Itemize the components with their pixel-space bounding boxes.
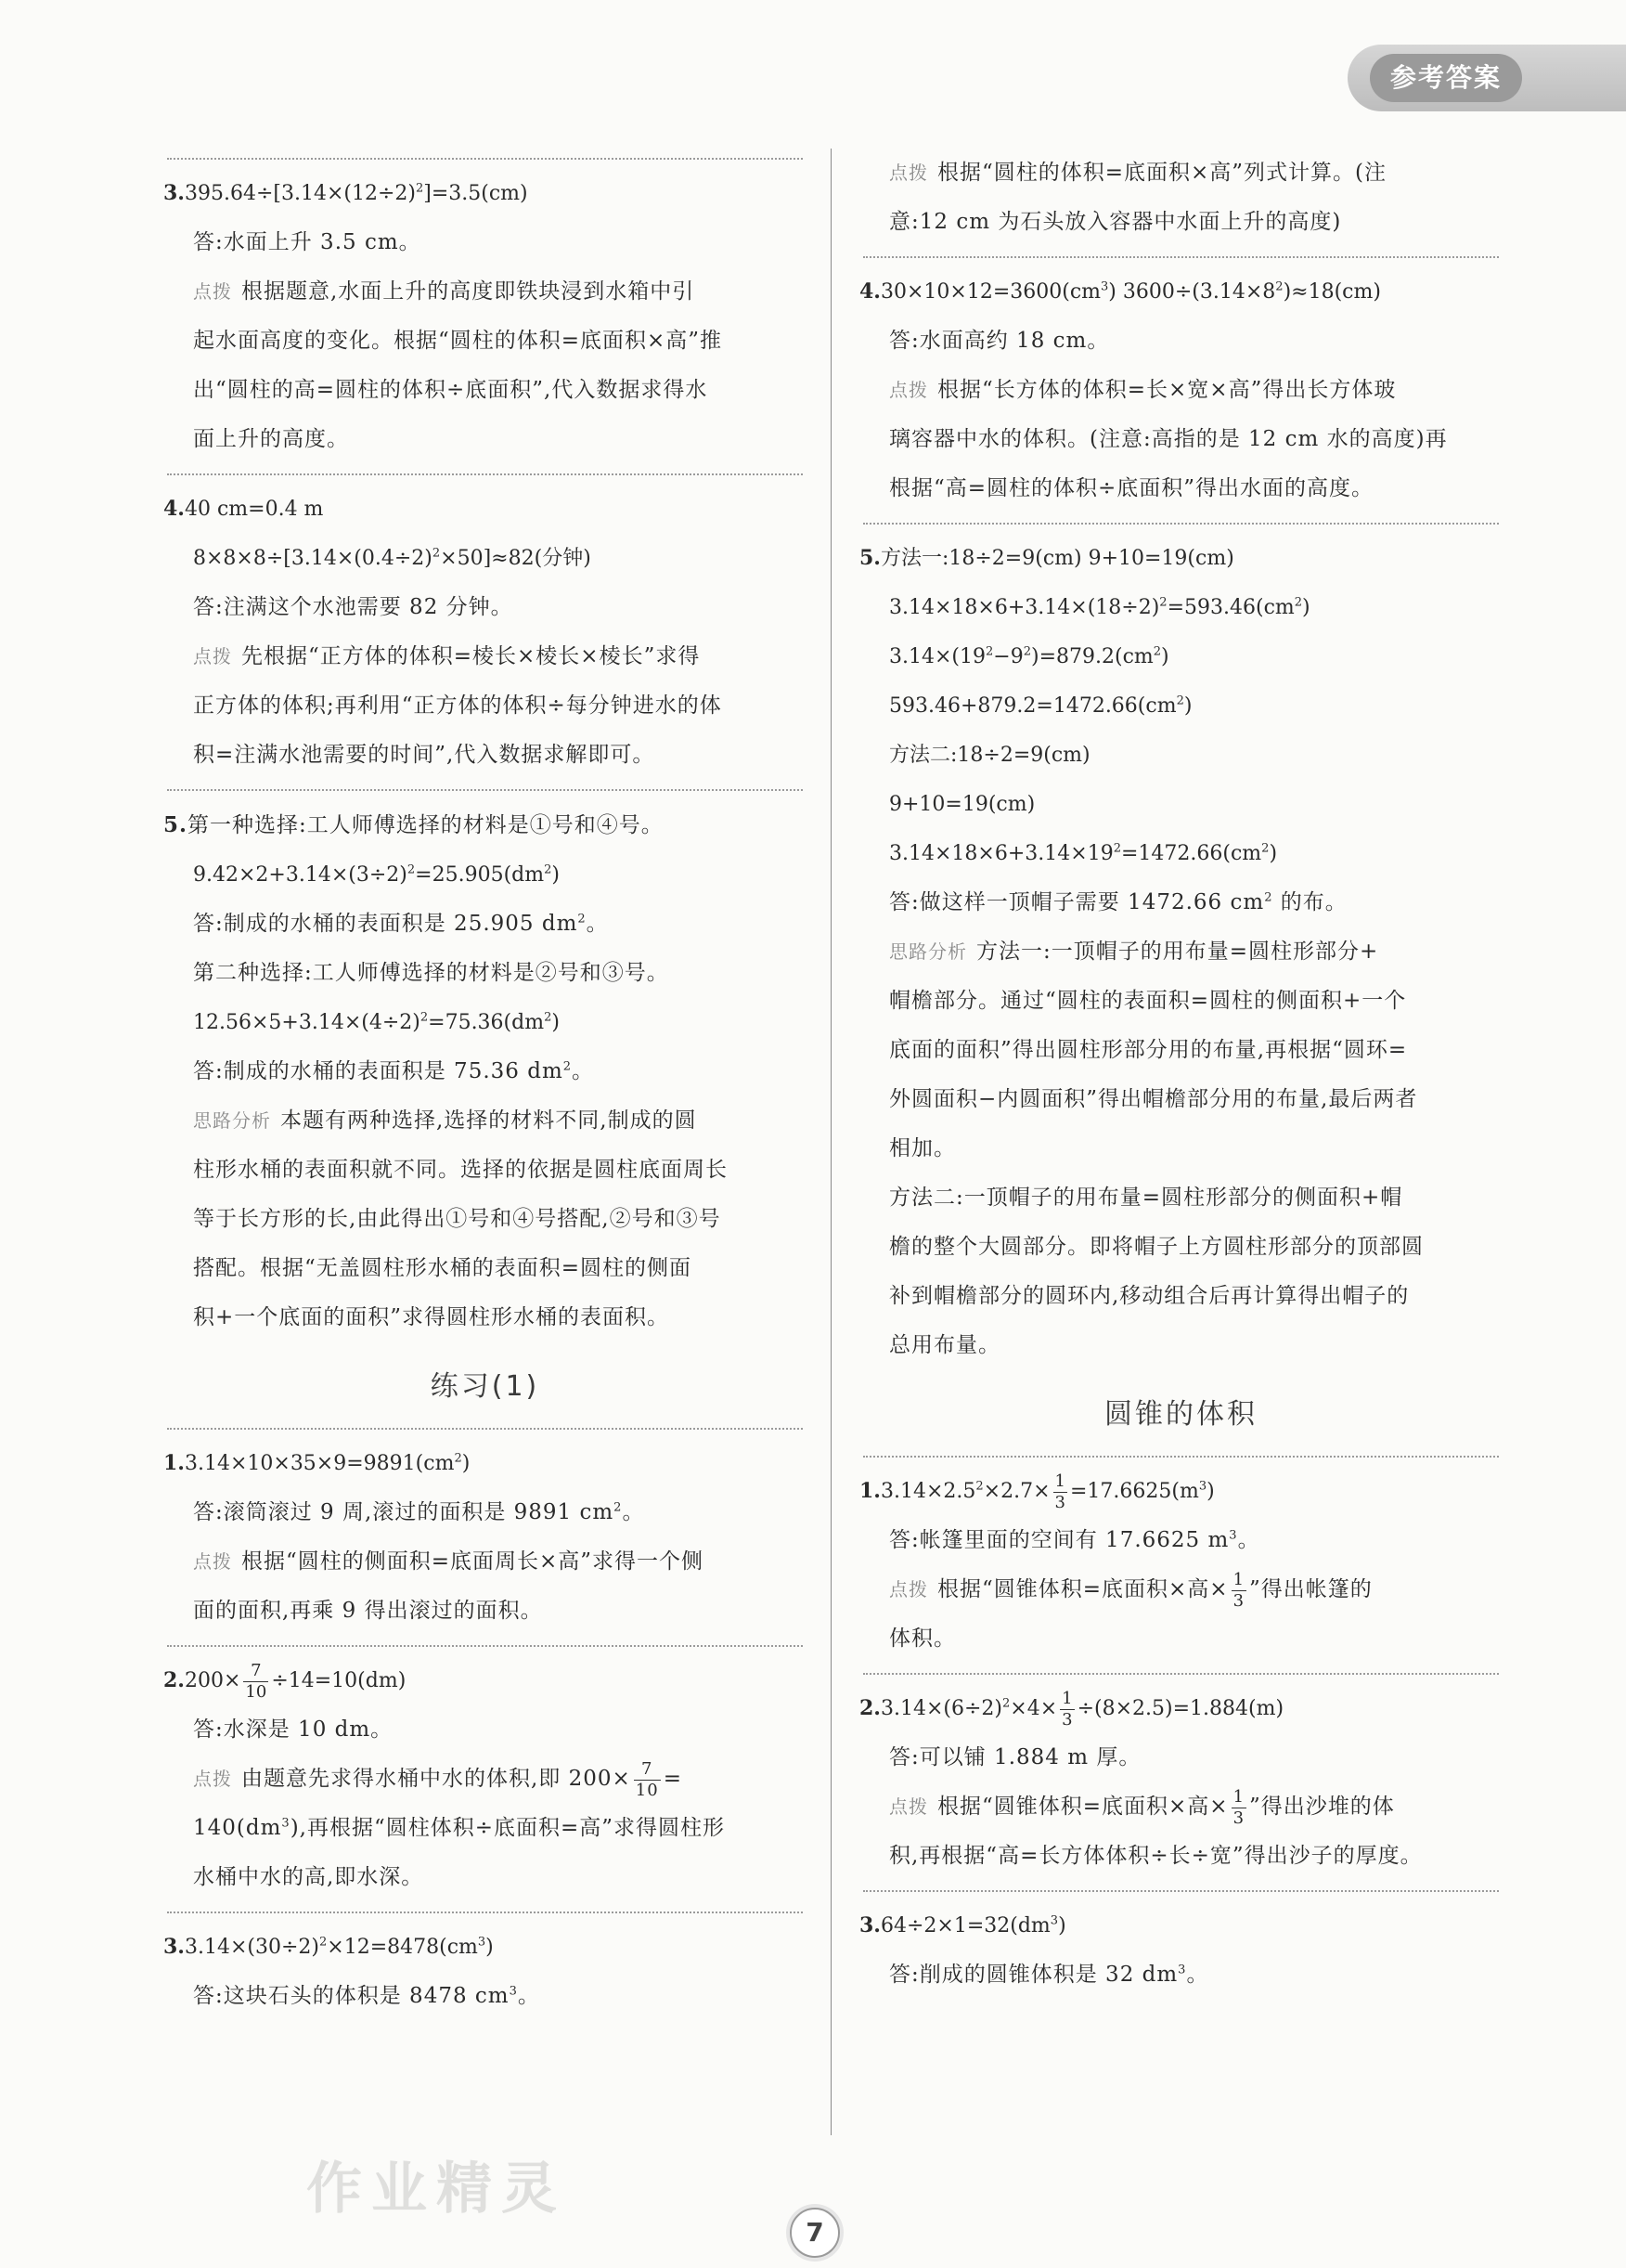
- hint-tag: 点拨: [889, 162, 928, 184]
- calc: ×50]≈82(分钟): [440, 547, 591, 570]
- sup: 3: [1198, 1479, 1207, 1494]
- sup: 2: [415, 181, 424, 196]
- item-number: 3.: [163, 181, 185, 205]
- answer: 答:水面上升 3.5 cm。: [193, 230, 421, 254]
- hint-line: 根据题意,水面上升的高度即铁块浸到水箱中引: [241, 279, 695, 304]
- answer: 答:制成的水桶的表面积是 25.905 dm: [193, 912, 578, 936]
- answer: 。: [1186, 1963, 1209, 1987]
- calc: 64÷2×1=32(dm: [880, 1914, 1051, 1938]
- separator: [167, 1912, 803, 1913]
- numerator: 1: [1062, 1688, 1073, 1708]
- hint-line: 根据“圆柱的侧面积=底面周长×高”求得一个侧: [241, 1549, 704, 1574]
- calc: 12.56×5+3.14×(4÷2): [193, 1011, 420, 1034]
- hint-line: 正方体的体积;再利用“正方体的体积÷每分钟进水的体: [193, 693, 722, 718]
- hint-line: 面上升的高度。: [193, 427, 349, 451]
- fraction: [1232, 1787, 1246, 1829]
- calc: ×4×: [1010, 1697, 1058, 1720]
- calc: ×12=8478(cm: [327, 1936, 478, 1959]
- fraction: [243, 1661, 268, 1703]
- fraction: [1232, 1570, 1246, 1612]
- separator: [863, 1890, 1499, 1892]
- calc: ): [461, 1452, 471, 1475]
- hint-tag: 点拨: [193, 1550, 232, 1573]
- answer: 答:削成的圆锥体积是 32 dm: [889, 1963, 1179, 1987]
- calc: =75.36(dm: [428, 1011, 545, 1034]
- calc: ÷(8×2.5)=1.884(m): [1077, 1697, 1284, 1720]
- calc: =593.46(cm: [1167, 596, 1295, 619]
- answer: 。: [1237, 1528, 1260, 1552]
- sup: 2: [432, 546, 441, 561]
- calc: 3.14×(30÷2): [184, 1936, 319, 1959]
- calc: 3.14×(19: [889, 645, 986, 668]
- hint-line: 积+一个底面的面积”求得圆柱形水桶的表面积。: [193, 1305, 670, 1329]
- answer: 。: [586, 912, 609, 936]
- hint-line: ),再根据“圆柱体积÷底面积=高”求得圆柱形: [290, 1816, 726, 1840]
- denominator: 10: [635, 1780, 659, 1800]
- hint-line: 140(dm: [193, 1816, 282, 1840]
- item-number: 1.: [163, 1451, 185, 1475]
- calc: 8×8×8÷[3.14×(0.4÷2): [193, 547, 432, 570]
- item-number: 1.: [859, 1479, 881, 1503]
- calc: 200×: [184, 1669, 241, 1692]
- hint-tag: 点拨: [889, 1578, 928, 1601]
- sup: 2: [577, 912, 587, 927]
- calc: 方法一:18÷2=9(cm) 9+10=19(cm): [880, 547, 1234, 570]
- calc: 3.14×18×6+3.14×(18÷2): [889, 596, 1160, 619]
- item-number: 4.: [859, 279, 881, 304]
- header-tab: [1348, 45, 1626, 111]
- cone-item-2: [859, 1684, 1499, 1881]
- calc: ÷14=10(dm): [271, 1669, 406, 1692]
- denominator: 3: [1232, 1590, 1245, 1611]
- item-number: 3.: [859, 1913, 881, 1938]
- hint-line: 等于长方形的长,由此得出①号和④号搭配,②号和③号: [193, 1207, 721, 1231]
- calc: 9.42×2+3.14×(3÷2): [193, 863, 407, 887]
- denominator: 3: [1232, 1808, 1245, 1828]
- hint-line: 体积。: [889, 1626, 956, 1651]
- hint-line: 积=注满水池需要的时间”,代入数据求解即可。: [193, 743, 655, 767]
- answer: 答:做这样一顶帽子需要 1472.66 cm: [889, 890, 1265, 914]
- hint-line: 先根据“正方体的体积=棱长×棱长×棱长”求得: [241, 644, 701, 668]
- calc: =1472.66(cm: [1120, 842, 1262, 865]
- hint-line: 由题意先求得水桶中水的体积,即 200×: [241, 1767, 631, 1791]
- sup: 2: [1159, 595, 1168, 610]
- sup: 3: [477, 1935, 486, 1950]
- page-number: 7: [790, 2208, 840, 2258]
- calc: ): [1058, 1914, 1066, 1938]
- calc: )≈18(cm): [1283, 280, 1381, 304]
- calc: ) 3600÷(3.14×8: [1108, 280, 1276, 304]
- cone-item-3: [859, 1901, 1499, 2000]
- calc: =25.905(dm: [415, 863, 545, 887]
- calc: 9+10=19(cm): [889, 793, 1036, 816]
- hint-line: 根据“高=圆柱的体积÷底面积”得出水面的高度。: [889, 476, 1374, 500]
- separator: [863, 1456, 1499, 1458]
- hint-line: 根据“圆锥体积=底面积×高×: [937, 1577, 1229, 1601]
- sup: 3: [1101, 279, 1109, 294]
- practice-item-3: [163, 1923, 803, 2021]
- answer: 。: [622, 1500, 645, 1524]
- fraction: [634, 1759, 661, 1801]
- numerator: 1: [1054, 1471, 1065, 1491]
- sup: 2: [1176, 693, 1184, 708]
- hint-line: 根据“圆柱的体积=底面积×高”列式计算。(注: [937, 161, 1387, 185]
- calc: 593.46+879.2=1472.66(cm: [889, 694, 1177, 718]
- separator: [167, 1645, 803, 1647]
- calc: ): [1207, 1480, 1215, 1503]
- hint-line: 璃容器中水的体积。(注意:高指的是 12 cm 水的高度)再: [889, 427, 1448, 451]
- section-title-practice: 练习(1): [430, 1370, 540, 1403]
- left-item-4: [163, 485, 803, 780]
- calc: 3.14×10×35×9=9891(cm: [184, 1452, 455, 1475]
- right-item-4: [859, 267, 1499, 513]
- sup: 3: [1178, 1963, 1187, 1977]
- answer: 答:这块石头的体积是 8478 cm: [193, 1984, 510, 2008]
- numerator: 1: [1232, 1786, 1245, 1807]
- hint-line: 檐的整个大圆部分。即将帽子上方圆柱形部分的顶部圆: [889, 1235, 1424, 1259]
- sup: 2: [318, 1935, 328, 1950]
- column-divider: [831, 149, 832, 2135]
- hint-line: 帽檐部分。通过“圆柱的表面积=圆柱的侧面积+一个: [889, 989, 1407, 1013]
- answer: 答:可以铺 1.884 m 厚。: [889, 1745, 1142, 1769]
- hint-tag: 点拨: [889, 1795, 928, 1818]
- fraction: [1053, 1471, 1067, 1513]
- calc: ): [1161, 645, 1169, 668]
- separator: [167, 1428, 803, 1430]
- sup: 2: [1001, 1696, 1011, 1711]
- separator: [863, 523, 1499, 525]
- sup: 2: [1294, 595, 1303, 610]
- choice: 第一种选择:工人师傅选择的材料是①号和④号。: [187, 813, 664, 837]
- calc: 40 cm=0.4 m: [184, 498, 324, 521]
- calc: ×2.7×: [983, 1480, 1051, 1503]
- right-item-5: [859, 534, 1499, 1370]
- hint-line: =: [663, 1767, 682, 1791]
- calc: ]=3.5(cm): [423, 182, 528, 205]
- hint-tag: 点拨: [193, 645, 232, 667]
- hint-line: 底面的面积”得出圆柱形部分用的布量,再根据“圆环=: [889, 1038, 1408, 1062]
- sup: 2: [986, 644, 994, 659]
- denominator: 3: [1054, 1492, 1065, 1512]
- sup: 2: [1264, 890, 1273, 905]
- item-number: 5.: [859, 546, 881, 570]
- calc: 395.64÷[3.14×(12÷2): [184, 182, 416, 205]
- answer: 答:制成的水桶的表面积是 75.36 dm: [193, 1059, 563, 1083]
- calc: ): [551, 1011, 560, 1034]
- hint-line: 外圆面积−内圆面积”得出帽檐部分用的布量,最后两者: [889, 1087, 1418, 1111]
- hint-line: 积,再根据“高=长方体体积÷长÷宽”得出沙子的厚度。: [889, 1844, 1423, 1868]
- hint-line: ”得出沙堆的体: [1249, 1795, 1395, 1819]
- item-number: 3.: [163, 1935, 185, 1959]
- calc: −9: [993, 645, 1024, 668]
- hint-tag: 思路分析: [193, 1109, 271, 1132]
- sup: 2: [544, 1010, 552, 1025]
- calc: ): [485, 1936, 494, 1959]
- left-item-3: [163, 169, 803, 464]
- answer: 答:水深是 10 dm。: [193, 1717, 394, 1742]
- sup: 2: [544, 862, 552, 877]
- hint-line: 面的面积,再乘 9 得出滚过的面积。: [193, 1599, 543, 1623]
- answer: 答:注满这个水池需要 82 分钟。: [193, 595, 513, 619]
- hint-line: 补到帽檐部分的圆环内,移动组合后再计算得出帽子的: [889, 1284, 1410, 1308]
- sup: 2: [562, 1059, 573, 1074]
- sup: 3: [281, 1816, 290, 1831]
- hint-tag: 思路分析: [889, 940, 967, 963]
- calc: 3.14×(6÷2): [880, 1697, 1002, 1720]
- hint-line: 相加。: [889, 1136, 956, 1160]
- right-column: [859, 149, 1499, 2000]
- sup: 2: [1275, 279, 1284, 294]
- sup: 3: [509, 1984, 518, 1999]
- calc: ): [551, 863, 560, 887]
- hint-line: 本题有两种选择,选择的材料不同,制成的圆: [280, 1108, 697, 1133]
- sup: 3: [1050, 1913, 1059, 1928]
- cone-item-1: [859, 1467, 1499, 1664]
- practice-item-1: [163, 1439, 803, 1636]
- separator: [863, 1673, 1499, 1675]
- fraction: [1060, 1689, 1074, 1730]
- hint-line: 出“圆柱的高=圆柱的体积÷底面积”,代入数据求得水: [193, 378, 708, 402]
- separator: [167, 158, 803, 160]
- sup: 2: [454, 1451, 462, 1466]
- hint-tag: 点拨: [193, 1768, 232, 1790]
- sup: 2: [406, 862, 416, 877]
- section-title-cone-volume: 圆锥的体积: [1104, 1398, 1258, 1431]
- hint-tag: 点拨: [193, 280, 232, 303]
- choice: 第二种选择:工人师傅选择的材料是②号和③号。: [193, 961, 669, 985]
- answer: 的布。: [1272, 890, 1348, 914]
- hint-tag: 点拨: [889, 379, 928, 401]
- numerator: 7: [243, 1661, 268, 1682]
- calc: 方法二:18÷2=9(cm): [889, 744, 1090, 767]
- calc: =17.6625(m: [1069, 1480, 1199, 1503]
- calc: ): [1183, 694, 1193, 718]
- hint-line: 意:12 cm 为石头放入容器中水面上升的高度): [889, 210, 1342, 234]
- hint-line: 水桶中水的高,即水深。: [193, 1865, 424, 1889]
- calc: 3.14×18×6+3.14×19: [889, 842, 1114, 865]
- separator: [167, 473, 803, 475]
- item-number: 5.: [163, 812, 188, 837]
- item-number: 2.: [163, 1668, 185, 1692]
- hint-line: 方法一:一顶帽子的用布量=圆柱形部分+: [976, 940, 1379, 964]
- calc: 30×10×12=3600(cm: [880, 280, 1102, 304]
- header-tab-label: 参考答案: [1370, 54, 1522, 102]
- separator: [863, 256, 1499, 258]
- calc: ): [1302, 596, 1310, 619]
- hint-line: 起水面高度的变化。根据“圆柱的体积=底面积×高”推: [193, 329, 723, 353]
- calc: )=879.2(cm: [1031, 645, 1154, 668]
- answer: 答:滚筒滚过 9 周,滚过的面积是 9891 cm: [193, 1500, 614, 1524]
- answer: 答:帐篷里面的空间有 17.6625 m: [889, 1528, 1230, 1552]
- hint-line: ”得出帐篷的: [1249, 1577, 1373, 1601]
- sup: 2: [975, 1479, 984, 1494]
- sup: 2: [419, 1010, 429, 1025]
- sup: 3: [1229, 1528, 1238, 1543]
- answer: 。: [517, 1984, 540, 2008]
- hint-line: 柱形水桶的表面积就不同。选择的依据是圆柱底面周长: [193, 1158, 728, 1182]
- separator: [167, 789, 803, 791]
- hint-line: 搭配。根据“无盖圆柱形水桶的表面积=圆柱的侧面: [193, 1256, 692, 1280]
- left-item-5: [163, 800, 803, 1342]
- watermark: 作业精灵: [306, 2157, 566, 2222]
- sup: 2: [613, 1500, 623, 1515]
- sup: 2: [1113, 841, 1121, 856]
- denominator: 3: [1062, 1709, 1073, 1730]
- calc: 3.14×2.5: [880, 1480, 976, 1503]
- sup: 2: [1153, 644, 1162, 659]
- answer: 答:水面高约 18 cm。: [889, 329, 1110, 353]
- hint-line: 方法二:一顶帽子的用布量=圆柱形部分的侧面积+帽: [889, 1186, 1403, 1210]
- hint-line: 总用布量。: [889, 1333, 1000, 1357]
- left-column: [163, 149, 803, 2021]
- denominator: 10: [245, 1681, 267, 1702]
- item-number: 4.: [163, 497, 185, 521]
- practice-item-2: [163, 1656, 803, 1902]
- numerator: 1: [1232, 1569, 1245, 1589]
- item-number: 2.: [859, 1696, 881, 1720]
- numerator: 7: [634, 1759, 661, 1781]
- right-top-hint: [863, 149, 1499, 247]
- calc: ): [1269, 842, 1278, 865]
- sup: 2: [1023, 644, 1031, 659]
- sup: 2: [1261, 841, 1270, 856]
- hint-line: 根据“长方体的体积=长×宽×高”得出长方体玻: [937, 378, 1397, 402]
- answer: 。: [572, 1059, 595, 1083]
- hint-line: 根据“圆锥体积=底面积×高×: [937, 1795, 1229, 1819]
